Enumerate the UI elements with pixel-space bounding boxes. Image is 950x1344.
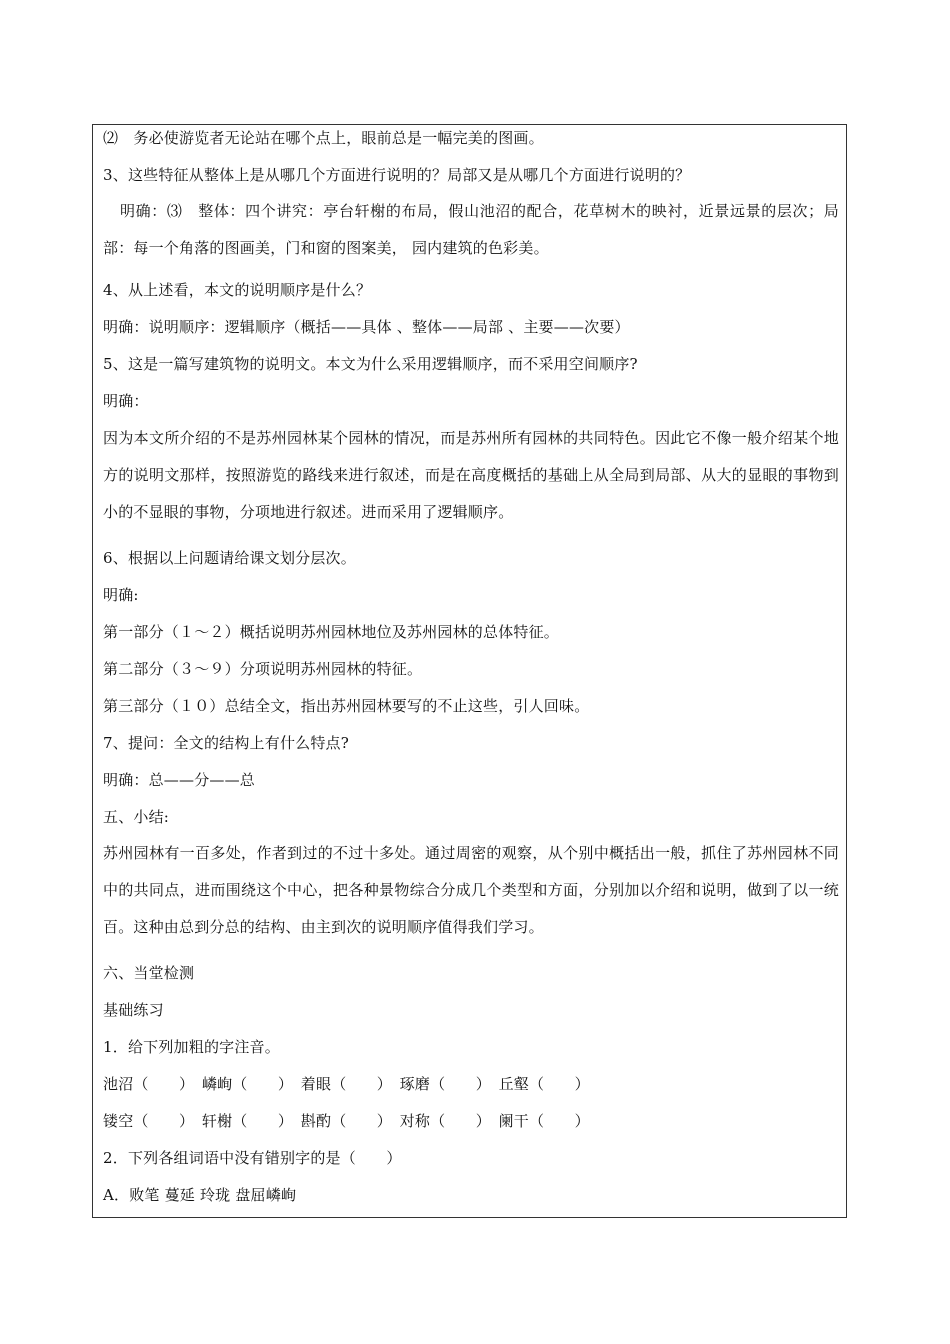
part-2-line: 第二部分（３～９）分项说明苏州园林的特征。 (103, 660, 423, 678)
question-6: 6、根据以上问题请给课文划分层次。 (103, 549, 356, 567)
question-5: 5、这是一篇写建筑物的说明文。本文为什么采用逻辑顺序，而不采用空间顺序? (103, 355, 638, 373)
part-1-line: 第一部分（１～２）概括说明苏州园林地位及苏州园林的总体特征。 (103, 623, 560, 641)
section-summary-heading: 五、小结: (103, 808, 170, 826)
summary-paragraph: 苏州园林有一百多处，作者到过的不过十多处。通过周密的观察，从个别中概括出一般，抓住了苏州园林不同中的共同点，进而围绕这个中心，把各种景物综合分成几个类型和方面，分别加以介绍和说明，做到了以一统百。这种由总到分总的结构、由主到次的说明顺序值得我们学习。 (103, 844, 839, 936)
exercise-1-row-1: 池沼（ ） 嶙峋（ ） 着眼（ ） 琢磨（ ） 丘壑（ ） (103, 1075, 590, 1093)
section-test-heading: 六、当堂检测 (103, 964, 195, 982)
answer-4: 明确：说明顺序：逻辑顺序（概括——具体 、整体——局部 、主要——次要） (103, 318, 630, 336)
answer-7: 明确：总——分——总 (103, 771, 256, 789)
exercise-1-prompt: 1．给下列加粗的字注音。 (103, 1038, 280, 1056)
question-3: 3、这些特征从整体上是从哪几个方面进行说明的？局部又是从哪几个方面进行说明的？ (103, 166, 691, 184)
exercise-2-prompt: 2．下列各组词语中没有错别字的是（ ） (103, 1149, 402, 1167)
part-3-line: 第三部分（１０）总结全文，指出苏州园林要写的不止这些，引人回味。 (103, 697, 590, 715)
exercise-1-row-2: 镂空（ ） 轩榭（ ） 斟酌（ ） 对称（ ） 阑干（ ） (103, 1112, 590, 1130)
answer-6-label: 明确: (103, 586, 139, 604)
text-line-1: ⑵ 务必使游览者无论站在哪个点上，眼前总是一幅完美的图画。 (103, 129, 544, 147)
exercise-2-option-a: A．败笔 蔓延 玲珑 盘屈嶙峋 (103, 1186, 297, 1204)
basic-practice-heading: 基础练习 (103, 1001, 164, 1019)
answer-5-label: 明确： (103, 392, 149, 410)
question-7: 7、提问：全文的结构上有什么特点? (103, 734, 349, 752)
answer-5-paragraph: 因为本文所介绍的不是苏州园林某个园林的情况，而是苏州所有园林的共同特色。因此它不像一般介绍某个地方的说明文那样，按照游览的路线来进行叙述，而是在高度概括的基础上从全局到局部、从大的显眼的事物到小的不显眼的事物，分项地进行叙述。进而采用了逻辑顺序。 (103, 429, 839, 521)
answer-3: 明确：⑶ 整体：四个讲究：亭台轩榭的布局，假山池沼的配合，花草树木的映衬，近景远景的层次；局部：每一个角落的图画美，门和窗的图案美， 园内建筑的色彩美。 (103, 202, 839, 257)
question-4: 4、从上述看，本文的说明顺序是什么？ (103, 281, 372, 299)
